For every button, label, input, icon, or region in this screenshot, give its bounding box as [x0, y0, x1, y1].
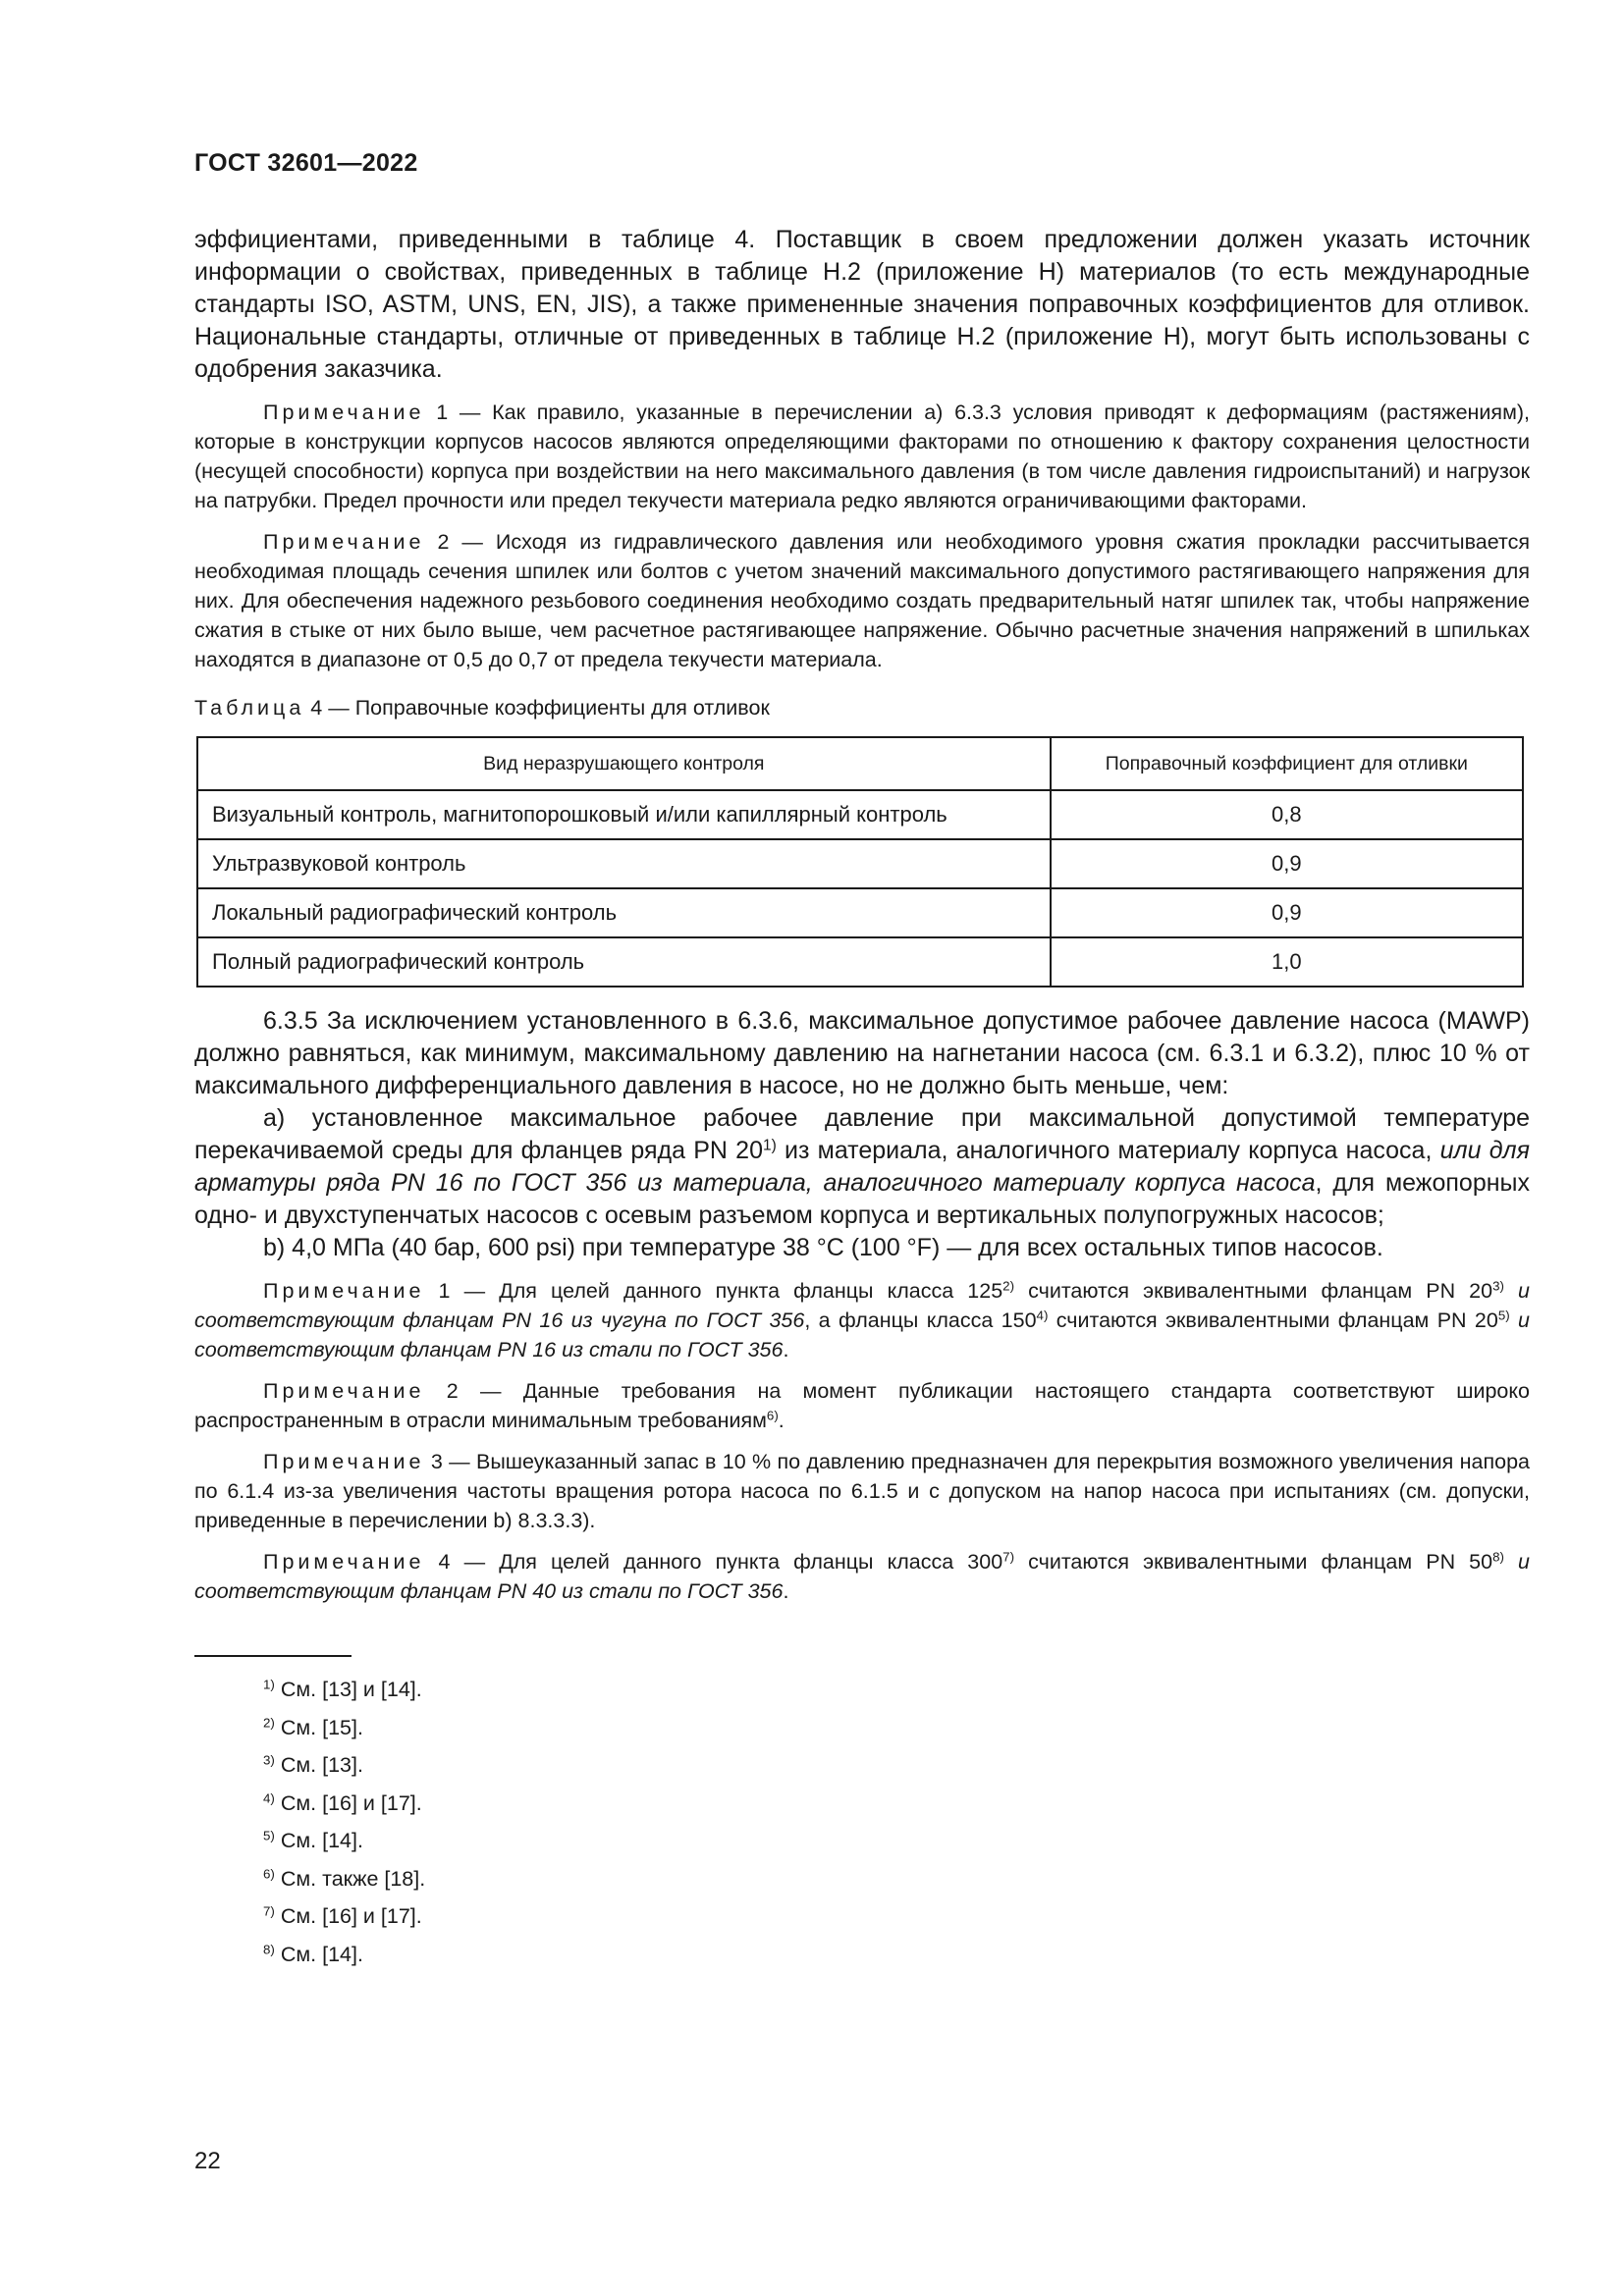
- table-header-cell: Поправочный коэффициент для отливки: [1051, 737, 1523, 790]
- note-after-1: Примечание 1 — Для целей данного пункта фланцы класса 125$^{2)}$ считаются эквивалентными фланцам PN 20$^{3)}$ и соответствующим фланцам PN 16 из чугуна по ГОСТ 356, а фланцы класса 150$^{4)}$ считаются эквивалентными фланцам PN 20$^{5)}$ и соответствующим фланцам PN 16 из стали по ГОСТ 356.: [194, 1278, 1531, 1362]
- note-text: Исходя из гидравлического давления или необходимого уровня сжатия прокладки рассчитывается необходимая площадь сечения шпилек или болтов с учетом значений максимального допустимого растягивающего напряжения для них. Для обеспечения надежного резьбового соединения необходимо создать предварительный натяг шпилек так, чтобы напряжение сжатия в стыке от них было выше, чем расчетное растягивающее напряжение. Обычно расчетные значения напряжений в шпильках находятся в диапазоне от 0,5 до 0,7 от предела текучести материала.: [194, 530, 1530, 671]
- note-number: 1: [438, 1279, 451, 1303]
- table-cell: 0,9: [1051, 839, 1523, 888]
- table-cell: Локальный радиографический контроль: [197, 888, 1051, 937]
- table-cell: Визуальный контроль, магнитопорошковый и/или капиллярный контроль: [197, 790, 1051, 839]
- footnote-mark: 2): [263, 1715, 275, 1731]
- note-text: Как правило, указанные в перечислении а) 6.3.3 условия приводят к деформациям (растяжениям), которые в конструкции корпусов насосов являются определяющими факторами по отношению к фактору сохранения целостности (несущей способности) корпуса при воздействии на него максимального давления (в том числе давления гидроиспытаний) и нагрузок на патрубки. Предел прочности или предел текучести материала редко являются ограничивающими факторами.: [194, 400, 1530, 512]
- note-text: Для целей данного пункта фланцы класса 300: [499, 1550, 1003, 1574]
- footnote-text: См. [13] и [14].: [280, 1678, 422, 1701]
- table-header-row: [197, 737, 1523, 790]
- footnote-ref: 3): [1492, 1278, 1504, 1294]
- note-number: 1: [436, 400, 449, 424]
- footnote: [194, 1860, 1530, 1898]
- table-row: [197, 839, 1523, 888]
- table-caption: [194, 696, 1530, 721]
- footnote-ref: 8): [1492, 1549, 1504, 1565]
- table-row: [197, 790, 1523, 839]
- note-italic-text: и соответствующим фланцам PN 16 из чугуна по ГОСТ 356: [194, 1279, 1531, 1332]
- note-text: Для целей данного пункта фланцы класса 125: [499, 1279, 1003, 1303]
- item-italic-text: или для арматуры ряда PN 16 по ГОСТ 356 из материала, аналогичного материалу корпуса насоса: [194, 1137, 1531, 1197]
- footnote: [194, 1671, 1530, 1709]
- note-label: Примечание: [263, 530, 425, 554]
- footnote-text: См. [15].: [280, 1715, 363, 1739]
- list-item-b: b) 4,0 МПа (40 бар, 600 psi) при температуре 38 °С (100 °F) — для всех остальных типов насосов.: [263, 1234, 1383, 1261]
- table-cell: Ультразвуковой контроль: [197, 839, 1051, 888]
- page-header: ГОСТ 32601—2022: [194, 149, 418, 177]
- footnote-mark: 7): [263, 1903, 275, 1919]
- note-number: 3: [430, 1450, 443, 1473]
- table-caption-text: 4 — Поправочные коэффициенты для отливок: [310, 696, 770, 720]
- page-number: 22: [194, 2148, 221, 2174]
- correction-factors-table: [196, 736, 1524, 988]
- footnote: [194, 1709, 1530, 1747]
- page-content: [194, 224, 1530, 1973]
- footnote-ref: 2): [1002, 1278, 1015, 1294]
- note-text: .: [783, 1579, 789, 1603]
- table-cell: 0,9: [1051, 888, 1523, 937]
- footnote-mark: 3): [263, 1752, 275, 1768]
- footnote-mark: 6): [263, 1866, 275, 1882]
- footnote-ref: 5): [1497, 1308, 1510, 1323]
- table-row: [197, 888, 1523, 937]
- item-text: , для межопорных одно- и двухступенчатых насосов с осевым разъемом корпуса и вертикальных полупогружных насосов;: [194, 1169, 1531, 1229]
- footnote-ref: 7): [1002, 1549, 1015, 1565]
- footnote-ref: 4): [1036, 1308, 1049, 1323]
- note-text: считаются эквивалентными фланцам PN 50: [1014, 1550, 1493, 1574]
- note-before-1: Примечание 1 — Как правило, указанные в перечислении а) 6.3.3 условия приводят к деформациям (растяжениям), которые в конструкции корпусов насосов являются определяющими факторами по отношению к фактору сохранения целостности (несущей способности) корпуса при воздействии на него максимального давления (в том числе давления гидроиспытаний) и нагрузок на патрубки. Предел прочности или предел текучести материала редко являются ограничивающими факторами.: [194, 400, 1530, 512]
- footnote-text: См. [16] и [17].: [280, 1790, 422, 1815]
- note-label: Примечание: [263, 1279, 425, 1303]
- note-text: , а фланцы класса 150: [804, 1308, 1037, 1332]
- note-after-3: Примечание 3 — Вышеуказанный запас в 10 % по давлению предназначен для перекрытия возможного увеличения напора по 6.1.4 из-за увеличения частоты вращения ротора насоса по 6.1.5 и с допуском на напор насоса при испытаниях (см. допуски, приведенные в перечислении b) 8.3.3.3).: [194, 1450, 1531, 1532]
- note-number: 2: [446, 1379, 459, 1403]
- section-6-3-5: [194, 1005, 1530, 1264]
- footnote-ref: 6): [766, 1408, 779, 1423]
- footnotes: [194, 1671, 1530, 1973]
- note-italic-text: и соответствующим фланцам PN 40 из стали по ГОСТ 356: [194, 1550, 1531, 1603]
- note-label: Примечание: [263, 1450, 425, 1473]
- note-text: .: [778, 1409, 785, 1432]
- intro-paragraph: эффициентами, приведенными в таблице 4. Поставщик в своем предложении должен указать источник информации о свойствах, приведенных в таблице Н.2 (приложение Н) материалов (то есть международные стандарты ISO, ASTM, UNS, EN, JIS), а также примененные значения поправочных коэффициентов для отливок. Национальные стандарты, отличные от приведенных в таблице Н.2 (приложение Н), могут быть использованы с одобрения заказчика.: [194, 226, 1530, 383]
- footnote-mark: 1): [263, 1677, 275, 1692]
- note-text: .: [783, 1338, 789, 1362]
- footnote: [194, 1785, 1530, 1823]
- footnote: [194, 1822, 1530, 1860]
- section-text: За исключением установленного в 6.3.6, максимальное допустимое рабочее давление насоса (MAWP) должно равняться, как минимум, максимальному давлению на нагнетании насоса (см. 6.3.1 и 6.3.2), плюс 10 % от максимального дифференциального давления в насосе, но не должно быть меньше, чем:: [194, 1007, 1530, 1099]
- footnote-text: См. также [18].: [280, 1866, 426, 1891]
- footnote-mark: 5): [263, 1828, 275, 1843]
- footnote: [194, 1746, 1530, 1785]
- footnote-text: См. [14].: [280, 1942, 363, 1966]
- note-italic-text: и соответствующим фланцам PN 16 из стали по ГОСТ 356: [194, 1308, 1531, 1362]
- note-before-2: Примечание 2 — Исходя из гидравлического давления или необходимого уровня сжатия прокладки рассчитывается необходимая площадь сечения шпилек или болтов с учетом значений максимального допустимого растягивающего напряжения для них. Для обеспечения надежного резьбового соединения необходимо создать предварительный натяг шпилек так, чтобы напряжение сжатия в стыке от них было выше, чем расчетное растягивающее напряжение. Обычно расчетные значения напряжений в шпильках находятся в диапазоне от 0,5 до 0,7 от предела текучести материала.: [194, 530, 1530, 671]
- note-text: считаются эквивалентными фланцам PN 20: [1014, 1279, 1493, 1303]
- table-cell: Полный радиографический контроль: [197, 937, 1051, 987]
- section-number: 6.3.5: [263, 1007, 318, 1035]
- table-header-cell: Вид неразрушающего контроля: [197, 737, 1051, 790]
- section-paragraph: [194, 1005, 1530, 1102]
- table-row: [197, 937, 1523, 987]
- footnote-mark: 8): [263, 1942, 275, 1957]
- footnote-text: См. [16] и [17].: [280, 1904, 422, 1928]
- footnote-text: См. [13].: [280, 1753, 363, 1777]
- footnote: [194, 1936, 1530, 1974]
- footnote-ref: 1): [762, 1137, 777, 1154]
- footnote: [194, 1897, 1530, 1936]
- footnote-separator: [194, 1655, 352, 1657]
- note-after-4: Примечание 4 — Для целей данного пункта фланцы класса 300$^{7)}$ считаются эквивалентными фланцам PN 50$^{8)}$ и соответствующим фланцам PN 40 из стали по ГОСТ 356.: [194, 1549, 1531, 1603]
- note-number: 4: [438, 1550, 451, 1574]
- table-cell: 0,8: [1051, 790, 1523, 839]
- item-text: а) установленное максимальное рабочее давление при максимальной допустимой температуре перекачиваемой среды для фланцев ряда PN 20: [194, 1104, 1530, 1164]
- list-item-a: [194, 1102, 1530, 1232]
- note-text: Данные требования на момент публикации настоящего стандарта соответствуют широко распространенным в отрасли минимальным требованиям: [194, 1379, 1530, 1432]
- footnote-mark: 4): [263, 1790, 275, 1806]
- note-label: Примечание: [263, 1379, 425, 1403]
- note-label: Примечание: [263, 1550, 425, 1574]
- footnote-text: См. [14].: [280, 1829, 363, 1852]
- table-caption-label: Таблица: [194, 696, 305, 720]
- note-text: Вышеуказанный запас в 10 % по давлению предназначен для перекрытия возможного увеличения напора по 6.1.4 из-за увеличения частоты вращения ротора насоса по 6.1.5 и с допуском на напор насоса при испытаниях (см. допуски, приведенные в перечислении b) 8.3.3.3).: [194, 1450, 1531, 1532]
- table-cell: 1,0: [1051, 937, 1523, 987]
- item-text: из материала, аналогичного материалу корпуса насоса,: [776, 1137, 1440, 1164]
- note-number: 2: [437, 530, 450, 554]
- note-text: считаются эквивалентными фланцам PN 20: [1048, 1308, 1498, 1332]
- note-after-2: Примечание 2 — Данные требования на момент публикации настоящего стандарта соответствуют широко распространенным в отрасли минимальным требованиям$^{6)}$.: [194, 1379, 1530, 1432]
- note-label: Примечание: [263, 400, 425, 424]
